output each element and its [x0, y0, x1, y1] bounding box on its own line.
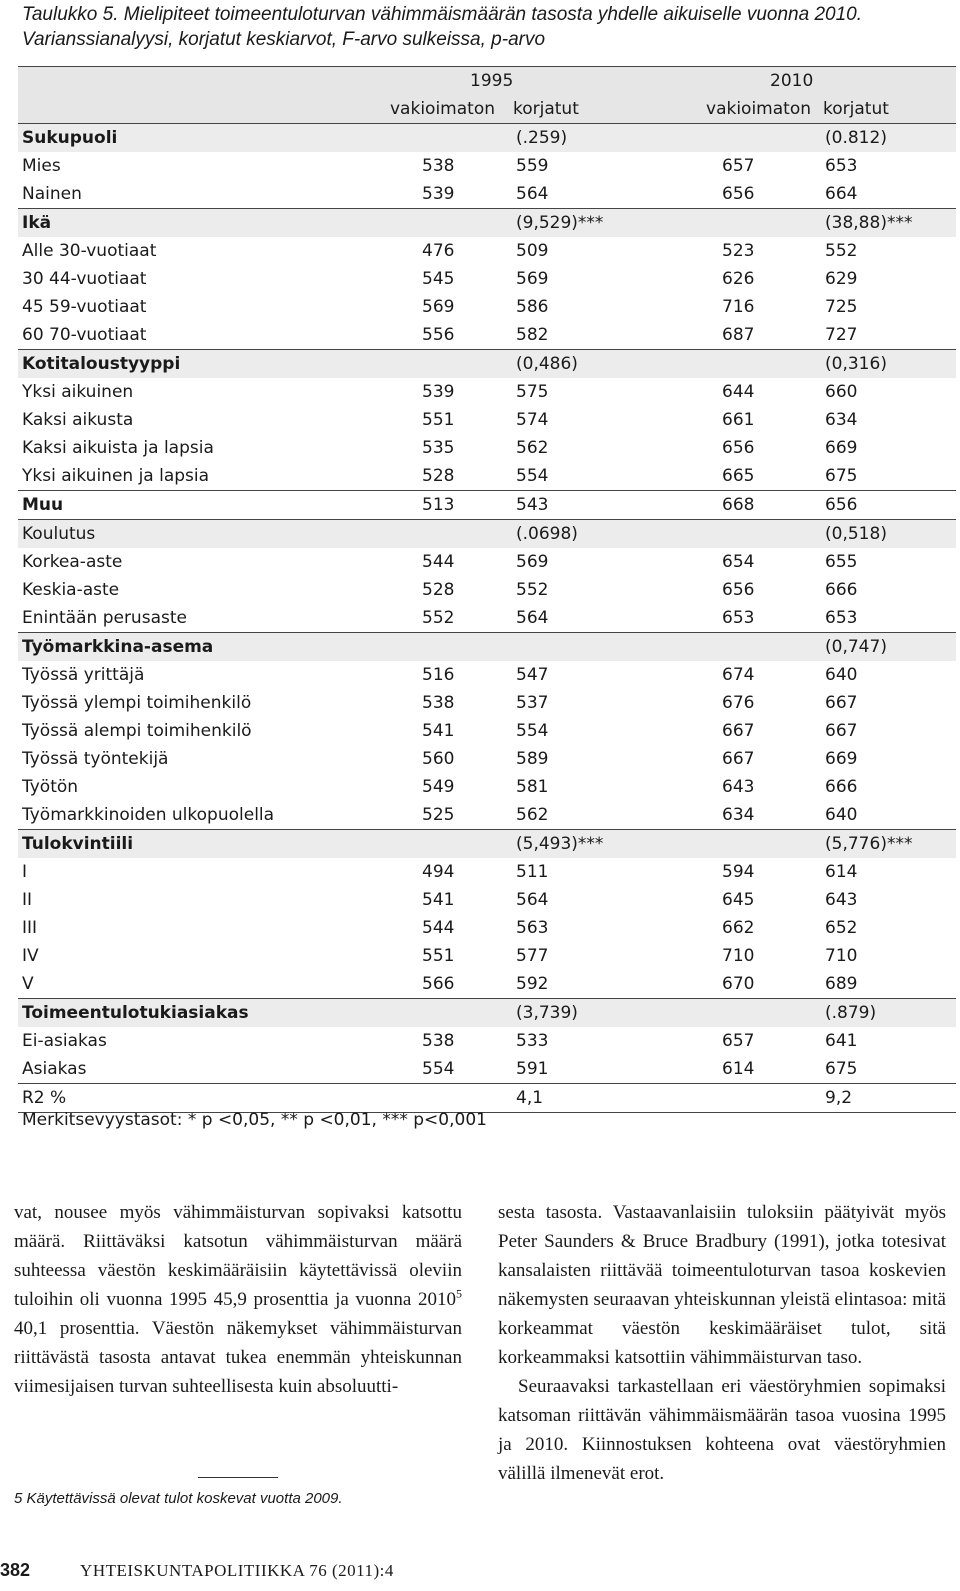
table-cell	[668, 1084, 813, 1113]
table-cell: 634	[722, 805, 755, 825]
table-cell: 660	[825, 382, 858, 402]
table-cell: 725	[825, 297, 858, 317]
table-cell: 564	[516, 184, 549, 204]
footnote-ref: 5	[456, 1286, 462, 1301]
table-cell: 645	[722, 890, 755, 910]
table-cell: 538	[422, 693, 455, 713]
table-row	[18, 434, 956, 462]
table-cell	[668, 350, 813, 379]
table-cell	[668, 520, 813, 549]
table-cell: 528	[422, 580, 455, 600]
table-cell: 586	[516, 297, 549, 317]
table-cell: 569	[422, 297, 455, 317]
table-cell: 655	[825, 552, 858, 572]
table-row	[18, 152, 956, 180]
table-row	[18, 717, 956, 745]
table-cell: 564	[516, 890, 549, 910]
row-label: Sukupuoli	[18, 124, 378, 153]
table-row	[18, 1055, 956, 1084]
table-row	[18, 350, 956, 379]
table-cell	[378, 520, 503, 549]
table-cell: 544	[422, 552, 455, 572]
table-row	[18, 576, 956, 604]
table-cell	[378, 350, 503, 379]
table-cell: 666	[825, 580, 858, 600]
table-cell: 644	[722, 382, 755, 402]
table-cell: 523	[722, 241, 755, 261]
table-cell: 4,1	[503, 1084, 668, 1113]
row-label: Enintään perusaste	[22, 608, 187, 628]
table-cell	[378, 999, 503, 1028]
row-label: 45 59-vuotiaat	[22, 297, 147, 317]
table-cell: 710	[825, 946, 858, 966]
table-cell	[668, 124, 813, 153]
table-cell: 545	[422, 269, 455, 289]
table-cell: 538	[422, 156, 455, 176]
table-cell: 592	[516, 974, 549, 994]
row-label: Työtön	[22, 777, 79, 797]
table-cell: 566	[422, 974, 455, 994]
table-cell: 675	[825, 466, 858, 486]
table-cell: 653	[722, 608, 755, 628]
row-label: Mies	[22, 156, 61, 176]
table-row	[18, 1084, 956, 1113]
row-label: Asiakas	[22, 1059, 87, 1079]
row-label: Nainen	[22, 184, 82, 204]
table-row	[18, 1027, 956, 1055]
table-row	[18, 491, 956, 520]
table-cell: 511	[516, 862, 549, 882]
table-cell: 552	[825, 241, 858, 261]
table-cell: 727	[825, 325, 858, 345]
table-cell: 594	[722, 862, 755, 882]
table-cell	[378, 209, 503, 238]
table-row	[18, 830, 956, 859]
table-cell: (38,88)***	[813, 209, 956, 238]
table-cell: (5,776)***	[813, 830, 956, 859]
footnote-divider	[198, 1477, 278, 1478]
table-cell: 669	[825, 749, 858, 769]
table-cell: 516	[422, 665, 455, 685]
row-label: Koulutus	[18, 520, 378, 549]
table-cell: 689	[825, 974, 858, 994]
page-number: 382	[0, 1560, 31, 1580]
table-cell: 614	[825, 862, 858, 882]
table-cell: 528	[422, 466, 455, 486]
table-cell: (0,316)	[813, 350, 956, 379]
row-label: Muu	[18, 491, 378, 520]
table-row	[18, 773, 956, 801]
row-label: III	[22, 918, 38, 938]
table-cell: 547	[516, 665, 549, 685]
table-cell	[668, 633, 813, 662]
row-label: Työssä alempi toimihenkilö	[22, 721, 252, 741]
table-cell: 653	[825, 156, 858, 176]
table-cell: 552	[422, 608, 455, 628]
table-cell: 687	[722, 325, 755, 345]
table-cell: 541	[422, 721, 455, 741]
table-cell: 661	[722, 410, 755, 430]
body-left-text-2: 40,1 prosenttia. Väestön näkemykset vähimmäisturvan riittävästä tasosta antavat tukea enemmän yhteiskunnan viimesijaisen turvan suhteellisesta kuin absoluutti-	[14, 1318, 462, 1397]
table-row	[18, 406, 956, 434]
row-label: Yksi aikuinen	[22, 382, 134, 402]
table-cell	[378, 124, 503, 153]
row-label: Tulokvintiili	[18, 830, 378, 859]
table-cell: (5,493)***	[503, 830, 668, 859]
table-cell: 9,2	[813, 1084, 956, 1113]
table-cell: 641	[825, 1031, 858, 1051]
table-cell: 662	[722, 918, 755, 938]
table-cell: 668	[668, 491, 813, 520]
table-cell: 653	[825, 608, 858, 628]
table-cell: 664	[825, 184, 858, 204]
row-label: Työssä työntekijä	[22, 749, 169, 769]
table-cell: 563	[516, 918, 549, 938]
table-row	[18, 209, 956, 238]
table-cell: 569	[516, 269, 549, 289]
table-row	[18, 999, 956, 1028]
table-cell: 710	[722, 946, 755, 966]
table-cell: 656	[722, 580, 755, 600]
row-label: Ikä	[18, 209, 378, 238]
table-cell: 654	[722, 552, 755, 572]
table-row	[18, 801, 956, 830]
table-cell: 676	[722, 693, 755, 713]
table-cell: 494	[422, 862, 455, 882]
table-cell: 533	[516, 1031, 549, 1051]
table-cell: 666	[825, 777, 858, 797]
table-cell: (0,747)	[813, 633, 956, 662]
row-label: Keskia-aste	[22, 580, 120, 600]
row-label: V	[22, 974, 34, 994]
table-cell: 554	[516, 466, 549, 486]
row-label: 60 70-vuotiaat	[22, 325, 147, 345]
table-row	[18, 293, 956, 321]
table-cell: 667	[825, 693, 858, 713]
body-right-paragraph-2: Seuraavaksi tarkastellaan eri väestöryhmien sopimaksi katsoman riittävän vähimmäismäärän tasoa vuosina 1995 ja 2010. Kiinnostuksen kohteena ovat väestöryhmien välillä ilmenevät erot.	[498, 1376, 946, 1484]
table-row	[18, 970, 956, 999]
table-cell: 667	[722, 749, 755, 769]
table-cell: 525	[422, 805, 455, 825]
row-label: Alle 30-vuotiaat	[22, 241, 157, 261]
table-cell: 549	[422, 777, 455, 797]
table-cell	[503, 633, 668, 662]
table-cell	[378, 1084, 503, 1113]
table-cell: 541	[422, 890, 455, 910]
significance-note: Merkitsevyystasot: * p <0,05, ** p <0,01, *** p<0,001	[22, 1110, 487, 1130]
table-row	[18, 321, 956, 350]
table-cell: 640	[825, 665, 858, 685]
table-row	[18, 661, 956, 689]
table-cell: 652	[825, 918, 858, 938]
table-cell: 539	[422, 184, 455, 204]
body-text-left	[14, 1198, 462, 1401]
table-cell: 543	[503, 491, 668, 520]
table-cell: (0,518)	[813, 520, 956, 549]
header-vakioimaton-1995: vakioimaton	[378, 95, 503, 124]
table-cell: (0.812)	[813, 124, 956, 153]
table-cell: 716	[722, 297, 755, 317]
table-row	[18, 633, 956, 662]
table-cell: 665	[722, 466, 755, 486]
table-cell: 582	[516, 325, 549, 345]
table-cell: 556	[422, 325, 455, 345]
table-cell: 564	[516, 608, 549, 628]
table-row	[18, 689, 956, 717]
page-footer	[0, 1560, 394, 1581]
row-label: 30 44-vuotiaat	[22, 269, 147, 289]
body-right-paragraph-1: sesta tasosta. Vastaavanlaisiin tuloksiin päätyivät myös Peter Saunders & Bruce Bradbury (1991), jotka totesivat kansalaisten riittävää toimeentuloturvan tasoa koskevien näkemysten seuraavan yhteiskunnan yleistä elintasoa: mitä korkeammat väestön keskimääräiset tulot, sitä korkeammaksi katsottiin vähimmäisturvan taso.	[498, 1202, 946, 1368]
row-label: Työmarkkinoiden ulkopuolella	[22, 805, 275, 825]
header-subcolumns-row	[18, 95, 956, 124]
table-cell: 562	[516, 805, 549, 825]
table-cell: (3,739)	[503, 999, 668, 1028]
table-cell: 554	[516, 721, 549, 741]
table-cell	[378, 830, 503, 859]
table-cell: 656	[722, 184, 755, 204]
row-label: Työssä yrittäjä	[22, 665, 145, 685]
table-cell: 551	[422, 946, 455, 966]
header-korjatut-2010: korjatut	[813, 95, 956, 124]
table-row	[18, 858, 956, 886]
data-table	[18, 66, 956, 1113]
table-cell: 552	[516, 580, 549, 600]
table-cell: 640	[825, 805, 858, 825]
table-cell: 629	[825, 269, 858, 289]
table-cell: 535	[422, 438, 455, 458]
table-cell: 513	[378, 491, 503, 520]
table-cell: 675	[825, 1059, 858, 1079]
table-cell: (9,529)***	[503, 209, 668, 238]
table-cell: (.879)	[813, 999, 956, 1028]
table-row	[18, 745, 956, 773]
table-cell: 667	[722, 721, 755, 741]
table-cell: 657	[722, 156, 755, 176]
table-row	[18, 462, 956, 491]
table-row	[18, 124, 956, 153]
table-cell: 643	[722, 777, 755, 797]
table-row	[18, 237, 956, 265]
table-row	[18, 604, 956, 633]
table-cell: 574	[516, 410, 549, 430]
table-row	[18, 548, 956, 576]
table-cell: 559	[516, 156, 549, 176]
row-label: Työmarkkina-asema	[18, 633, 378, 662]
table-row	[18, 180, 956, 209]
table-cell: 674	[722, 665, 755, 685]
table-cell: 670	[722, 974, 755, 994]
table-cell: 544	[422, 918, 455, 938]
table-cell: 577	[516, 946, 549, 966]
table-cell: 581	[516, 777, 549, 797]
table-cell: (0,486)	[503, 350, 668, 379]
table-row	[18, 886, 956, 914]
row-label: Korkea-aste	[22, 552, 123, 572]
table-cell: 560	[422, 749, 455, 769]
row-label: IV	[22, 946, 39, 966]
table-cell	[668, 999, 813, 1028]
year-2010-header: 2010	[668, 67, 956, 96]
table-cell: (.0698)	[503, 520, 668, 549]
footnote: 5 Käytettävissä olevat tulot koskevat vuotta 2009.	[14, 1490, 343, 1507]
table-row	[18, 265, 956, 293]
table-cell: 643	[825, 890, 858, 910]
table-row	[18, 520, 956, 549]
table-cell: 476	[422, 241, 455, 261]
table-cell: 554	[422, 1059, 455, 1079]
row-label: Kaksi aikusta	[22, 410, 134, 430]
table-cell: 614	[722, 1059, 755, 1079]
row-label: Yksi aikuinen ja lapsia	[22, 466, 210, 486]
row-label: Työssä ylempi toimihenkilö	[22, 693, 252, 713]
table-cell: 656	[813, 491, 956, 520]
table-cell: 569	[516, 552, 549, 572]
table-cell: (.259)	[503, 124, 668, 153]
row-label: Kotitaloustyyppi	[18, 350, 378, 379]
table-cell: 669	[825, 438, 858, 458]
row-label: I	[22, 862, 28, 882]
header-korjatut-1995: korjatut	[503, 95, 668, 124]
table-cell	[668, 209, 813, 238]
table-cell	[378, 633, 503, 662]
table-cell: 626	[722, 269, 755, 289]
table-cell: 634	[825, 410, 858, 430]
table-caption: Taulukko 5. Mielipiteet toimeentuloturvan vähimmäismäärän tasosta yhdelle aikuiselle vuonna 2010. Varianssianalyysi, korjatut keskiarvot, F-arvo sulkeissa, p-arvo	[22, 4, 862, 50]
table-row	[18, 942, 956, 970]
table-cell: 537	[516, 693, 549, 713]
year-1995-header: 1995	[378, 67, 668, 96]
table-cell: 562	[516, 438, 549, 458]
table-cell: 551	[422, 410, 455, 430]
row-label: Ei-asiakas	[22, 1031, 107, 1051]
table-cell: 509	[516, 241, 549, 261]
table-row	[18, 378, 956, 406]
journal-name: YHTEISKUNTAPOLITIIKKA 76 (2011):4	[80, 1561, 394, 1580]
table-cell: 539	[422, 382, 455, 402]
table-cell: 657	[722, 1031, 755, 1051]
table-cell: 667	[825, 721, 858, 741]
body-text-right	[498, 1198, 946, 1488]
table-cell	[668, 830, 813, 859]
table-cell: 538	[422, 1031, 455, 1051]
table-cell: 591	[516, 1059, 549, 1079]
table-cell: 656	[722, 438, 755, 458]
header-years-row	[18, 67, 956, 96]
header-vakioimaton-2010: vakioimaton	[668, 95, 813, 124]
table-cell: 589	[516, 749, 549, 769]
table-row	[18, 914, 956, 942]
body-left-text-1: vat, nousee myös vähimmäisturvan sopivaksi katsottu määrä. Riittäväksi katsotun vähimmäisturvan määrä suhteessa väestön keskimääräisiin käytettävissä oleviin tuloihin oli vuonna 1995 45,9 prosenttia ja vuonna 2010	[14, 1202, 462, 1310]
row-label: II	[22, 890, 33, 910]
row-label: R2 %	[18, 1084, 378, 1113]
row-label: Toimeentulotukiasiakas	[18, 999, 378, 1028]
row-label: Kaksi aikuista ja lapsia	[22, 438, 214, 458]
table-cell: 575	[516, 382, 549, 402]
